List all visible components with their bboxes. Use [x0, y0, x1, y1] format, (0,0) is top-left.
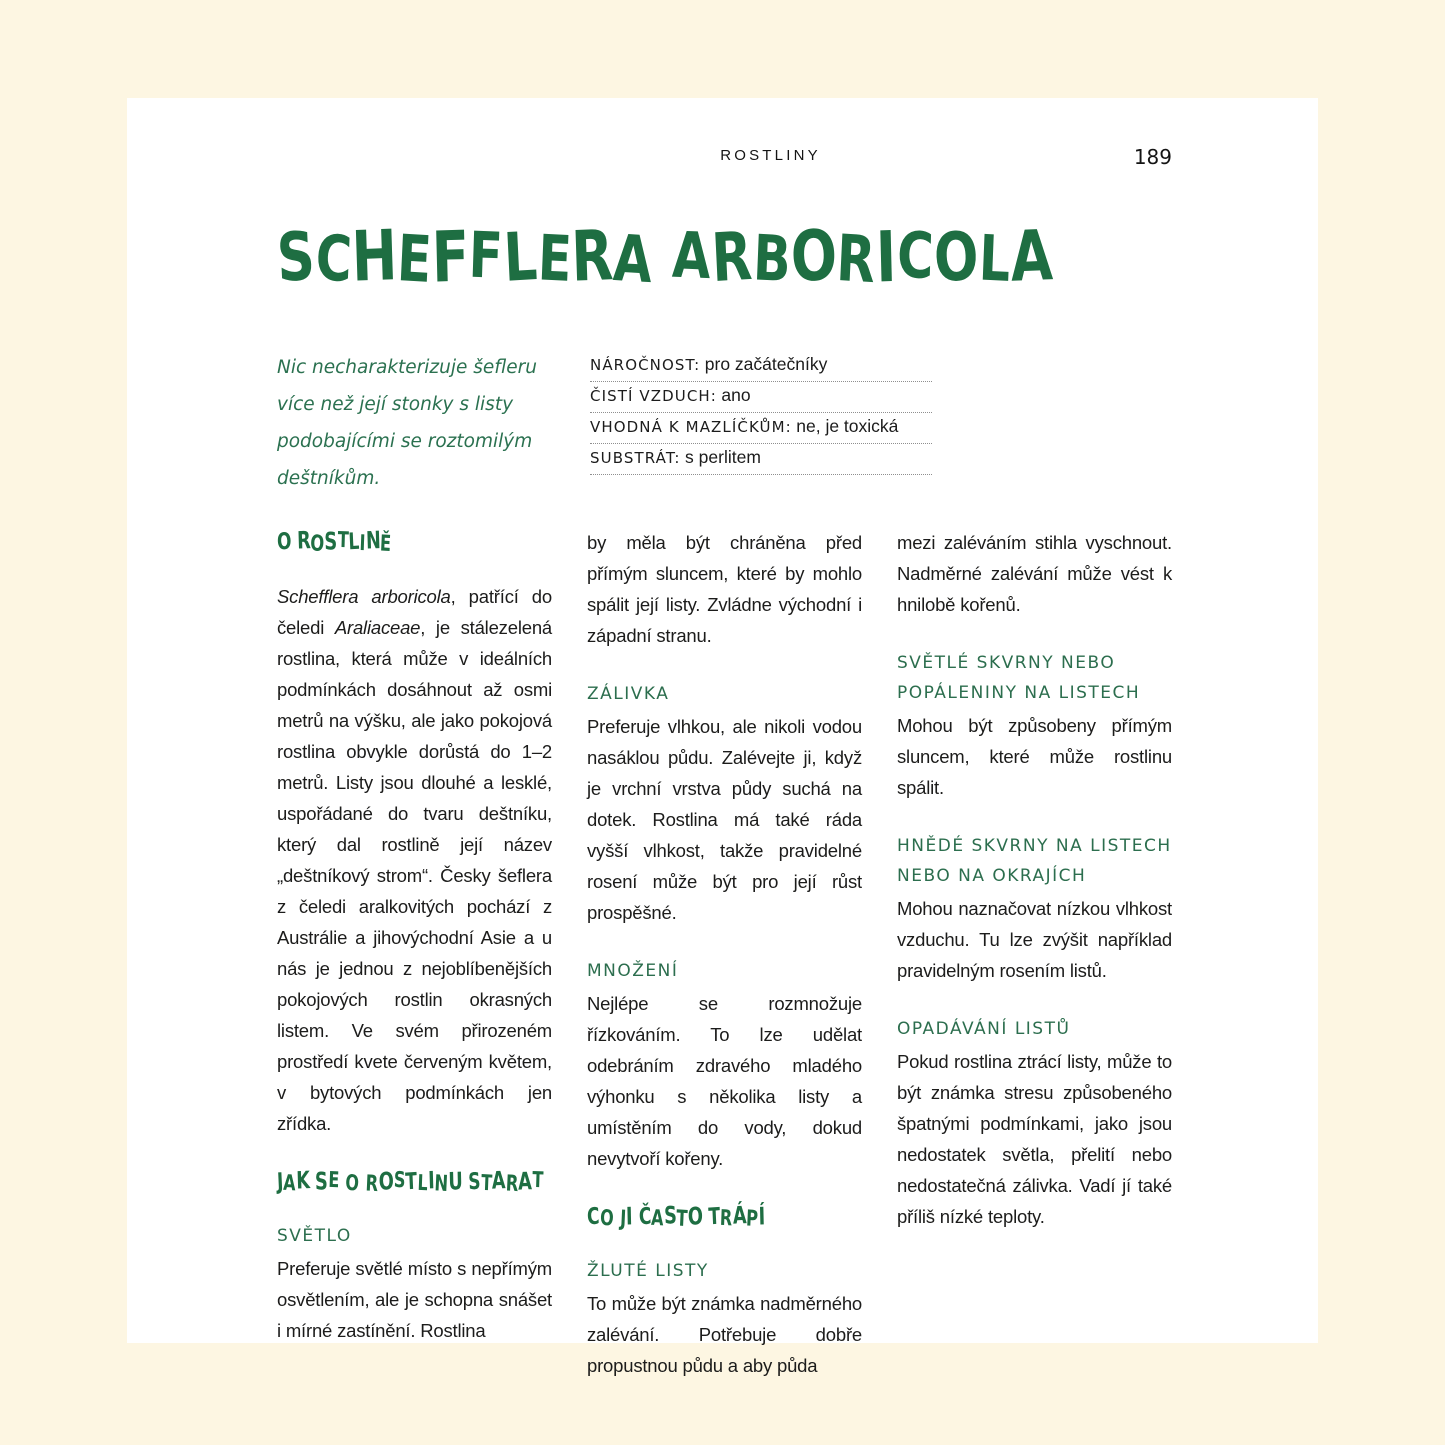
section-heading-troubles: CO JI ČASTO TRÁPÍ — [586, 1200, 766, 1232]
subheading-propagation: MNOŽENÍ — [587, 961, 679, 981]
column-1 — [277, 527, 552, 1381]
fact-value: ano — [721, 385, 751, 405]
paragraph: Nejlépe se rozmnožuje řízkováním. To lze udělat odebráním zdravého mladého výhonku s několika listy a umístěním do vody, dokud nevytvoří kořeny. — [587, 993, 862, 1169]
fact-label: NÁROČNOST: — [590, 356, 701, 374]
paragraph: Mohou naznačovat nízkou vlhkost vzduchu. Tu lze zvýšit například pravidelným rosením listů. — [897, 898, 1172, 981]
paragraph: by měla být chráněna před přímým sluncem, které by mohlo spálit její listy. Zvládne východní i západní stranu. — [587, 532, 862, 646]
fact-row-difficulty — [590, 351, 932, 382]
facts-box — [590, 349, 932, 497]
fact-label: SUBSTRÁT: — [590, 449, 681, 467]
paragraph: mezi zaléváním stihla vyschnout. Nadměrné zalévání může vést k hnilobě kořenů. — [897, 532, 1172, 615]
section-heading-care: JAK SE O ROSTLINU STARAT — [276, 1165, 544, 1197]
paragraph: Mohou být způsobeny přímým sluncem, které může rostlinu spálit. — [897, 715, 1172, 798]
subheading-light: SVĚTLO — [277, 1226, 352, 1246]
fact-row-substrate — [590, 444, 932, 475]
fact-label: VHODNÁ K MAZLÍČKŮM: — [590, 418, 792, 436]
fact-value: pro začátečníky — [704, 354, 828, 374]
fact-row-pet-safe — [590, 413, 932, 444]
plant-title: SCHEFFLERA ARBORICOLA — [275, 214, 1055, 299]
subheading-watering: ZÁLIVKA — [587, 684, 670, 704]
fact-row-air-purifying — [590, 382, 932, 413]
running-head-row — [277, 147, 1172, 171]
subheading-brown-spots: HNĚDÉ SKVRNY NA LISTECH NEBO NA OKRAJÍCH — [897, 836, 1172, 886]
book-page — [127, 98, 1318, 1376]
subheading-leaf-drop: OPADÁVÁNÍ LISTŮ — [897, 1019, 1071, 1039]
paragraph: Pokud rostlina ztrácí listy, může to být známka stresu způsobeného špatnými podmínkami, jako jsou nedostatek světla, přelití nebo nedostatečná zálivka. Vadí jí také příliš nízké teploty. — [897, 1051, 1172, 1227]
section-heading-about: O ROSTLINĚ — [276, 525, 393, 557]
chapter-title: ROSTLINY — [720, 147, 821, 164]
intro-and-facts-row — [277, 349, 1172, 497]
intro-quote: Nic necharakterizuje šefleru více než její stonky s listy podobajícími se roztomilým deštníkům. — [277, 357, 537, 489]
paragraph: Schefflera arboricola, patřící do čeledi Araliaceae, je stálezelená rostlina, která může v ideálních podmínkách dosáhnout až osmi metrů na výšku, ale jako pokojová rostlina obvykle dorůstá do 1–2 metrů. Listy jsou dlouhé a lesklé, uspořádané do tvaru deštníku, který dal rostlině její název „deštníkový strom“. Česky šeflera z čeledi aralkovitých pochází z Austrálie a jihovýchodní Asie a u nás je jednou z nejoblíbenějších pokojových rostlin okrasných listem. Ve svém přirozeném prostředí kvete červeným květem, v bytových podmínkách jen zřídka. — [277, 586, 552, 1134]
fact-value: ne, je toxická — [796, 416, 899, 436]
fact-value: s perlitem — [685, 447, 761, 467]
subheading-light-spots: SVĚTLÉ SKVRNY NEBO POPÁLENINY NA LISTECH — [897, 653, 1141, 703]
text-columns — [277, 527, 1172, 1381]
paragraph: Preferuje světlé místo s nepřímým osvětlením, ale je schopna snášet i mírné zastínění. Rostlina — [277, 1258, 552, 1341]
column-3 — [897, 527, 1172, 1381]
fact-label: ČISTÍ VZDUCH: — [590, 387, 717, 405]
column-2 — [587, 527, 862, 1381]
paragraph: To může být známka nadměrného zalévání. Potřebuje dobře propustnou půdu a aby půda — [587, 1293, 862, 1376]
page-number: 189 — [1133, 145, 1172, 169]
subheading-yellow-leaves: ŽLUTÉ LISTY — [587, 1261, 709, 1281]
paragraph: Preferuje vlhkou, ale nikoli vodou nasáklou půdu. Zalévejte ji, když je vrchní vrstva půdy suchá na dotek. Rostlina má také ráda vyšší vlhkost, takže pravidelné rosení může být pro její růst prospěšné. — [587, 716, 862, 923]
